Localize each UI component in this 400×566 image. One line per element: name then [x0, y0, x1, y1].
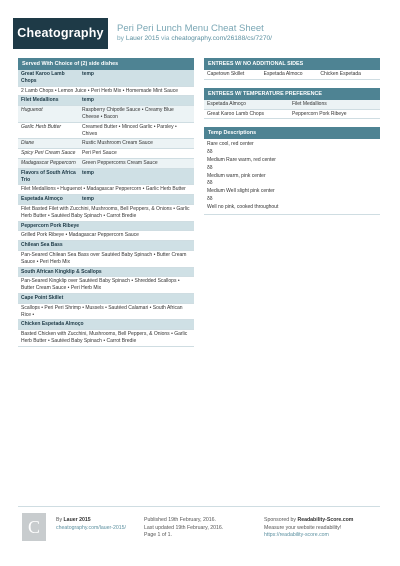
footer [18, 506, 380, 547]
espetada-name: Espetada Almoço [21, 196, 63, 203]
filet-medallions-name: Filet Medallions [21, 97, 59, 104]
table-row [204, 110, 380, 120]
list-item: Espetada Almoco [263, 71, 303, 77]
kingklip-description: Pan-Seared Kingklip over Sautéed Baby Spinach • Shredded Scallops • Butter Cream Sauce • Peri Herb Mix [18, 277, 194, 294]
sea-bass-header: Chilean Sea Bass [18, 241, 194, 251]
temp-pref-title: ENTREES W/ TEMPERATURE PREFERENCE [204, 88, 380, 100]
temp-line: δδ [207, 149, 213, 156]
skillet-description: Scallops • Peri Peri Shrimp • Mussels • Sautéed Calamari • South African Rice • [18, 304, 194, 321]
sauce-name: Garlic Herb Butter [21, 123, 62, 130]
page-count: Page 1 of 1. [144, 532, 172, 538]
sponsor-url[interactable]: https://readability-score.com [264, 532, 329, 538]
by-label: By [56, 517, 63, 523]
via-prefix: via [161, 35, 170, 42]
lamb-chops-description: 2 Lamb Chops • Lemon Juice • Peri Herb Mix • Homemade Mint Sauce [18, 87, 194, 97]
temp-line: Well no pink, cooked throughout [207, 203, 279, 210]
temp-line: Medium Rare warm, red center [207, 156, 276, 163]
kingklip-header: South African Kingklip & Scallops [18, 268, 194, 278]
table-row [18, 159, 194, 169]
temp-line: δδ [207, 180, 213, 187]
table-row [18, 106, 194, 123]
sauce-description: Creamed Butter • Minced Garlic • Parsley • Chives [82, 123, 177, 137]
avatar: C [22, 513, 46, 541]
temp-line: Rare cool, red center [207, 141, 254, 148]
author-link[interactable]: Lauer 2015 [125, 35, 160, 42]
sheet-url-link[interactable]: cheatography.com/26188/cs/7270/ [171, 35, 272, 42]
updated-date: Last updated 19th February, 2016. [144, 524, 224, 531]
sauce-name: Huguenot [21, 107, 43, 114]
list-item: Peppercorn Pork Ribeye [292, 110, 347, 117]
left-column [18, 58, 194, 347]
sauce-description: Raspberry Chipotle Sauce • Creamy Blue Cheese • Bacon [82, 107, 174, 120]
footer-author-url[interactable]: cheatography.com/lauer-2015/ [56, 524, 126, 531]
sea-bass-description: Pan-Seared Chilean Sea Bass over Sautéed Baby Spinach • Butter Cream Sauce • Peri Herb Mix [18, 251, 194, 268]
lamb-chops-header [18, 70, 194, 87]
filet-medallions-header [18, 96, 194, 106]
served-section-title: Served With Choice of (2) side dishes [18, 58, 194, 70]
trio-header [18, 169, 194, 186]
trio-temp: temp [82, 169, 94, 176]
sauce-description: Rustic Mushroom Cream Sauce [82, 140, 153, 147]
espetada-header [18, 195, 194, 205]
temp-descriptions [204, 139, 380, 214]
trio-name: Flavors of South Africa Trio [21, 169, 76, 183]
espetada-temp: temp [82, 196, 94, 203]
footer-author [56, 517, 126, 532]
skillet-header: Cape Point Skillet [18, 294, 194, 304]
trio-description: Filet Medallions • Huguenot • Madagascar Peppercorn • Garlic Herb Butter [18, 185, 194, 195]
published-date: Published 19th February, 2016. [144, 517, 216, 523]
by-prefix: by [117, 35, 124, 42]
sauce-description: Peri Peri Sauce [82, 150, 117, 157]
sauce-name: Madagascar Peppercorn [21, 159, 76, 166]
chicken-espetada-description: Basted Chicken with Zucchini, Mushrooms, Bell Peppers, & Onions • Garlic Herb Butter • Sautéed Baby Spinach • Carrot Bredie [18, 330, 194, 347]
temp-line: Medium warm, pink center [207, 172, 266, 179]
sauce-description: Green Peppercorns Cream Sauce [82, 159, 158, 166]
footer-dates [144, 517, 223, 540]
pork-ribeye-header: Peppercorn Pork Ribeye [18, 222, 194, 232]
pork-ribeye-description: Grilled Pork Ribeye • Madagascar Peppercorn Sauce [18, 231, 194, 241]
table-row [18, 123, 194, 140]
sponsor-prefix: Sponsored by [264, 517, 297, 523]
table-row [18, 149, 194, 159]
no-sides-row [204, 70, 380, 80]
table-row [18, 139, 194, 149]
temp-line: δδ [207, 164, 213, 171]
temp-line: Medium Well slight pink center [207, 188, 275, 195]
sauce-name: Diane [21, 140, 35, 147]
list-item: Capetown Skillet [207, 71, 245, 77]
espetada-description: Filet Basted Filet with Zucchini, Mushrooms, Bell Peppers, & Onions • Garlic Herb Butter • Sautéed Baby Spinach • Carrot Bredie [18, 205, 194, 222]
right-column [204, 58, 380, 215]
list-item: Espetada Almoço [207, 100, 246, 107]
header [0, 0, 400, 56]
cheatography-logo[interactable]: Cheatography [13, 18, 108, 49]
page-title: Peri Peri Lunch Menu Cheat Sheet [117, 23, 264, 34]
footer-author-name[interactable]: Lauer 2015 [63, 517, 91, 523]
byline [117, 35, 272, 42]
list-item: Chicken Espetada [320, 71, 361, 77]
filet-medallions-temp: temp [82, 97, 94, 104]
list-item: Filet Medallions [292, 100, 327, 107]
footer-sponsor [264, 517, 353, 540]
lamb-chops-name: Great Karoo Lamb Chops [21, 71, 65, 84]
no-sides-title: ENTREES W/ NO ADDITIONAL SIDES [204, 58, 380, 70]
sponsor-name[interactable]: Readability-Score.com [297, 517, 354, 523]
sponsor-tagline: Measure your website readability! [264, 524, 342, 531]
list-item: Great Karoo Lamb Chops [207, 110, 264, 117]
lamb-chops-temp: temp [82, 71, 94, 77]
table-row [204, 100, 380, 110]
sauce-name: Spicy Peri Cream Sauce [21, 150, 76, 157]
temp-desc-title: Temp Descriptions [204, 127, 380, 139]
temp-line: δδ [207, 195, 213, 202]
chicken-espetada-header: Chicken Espetada Almoço [18, 320, 194, 330]
